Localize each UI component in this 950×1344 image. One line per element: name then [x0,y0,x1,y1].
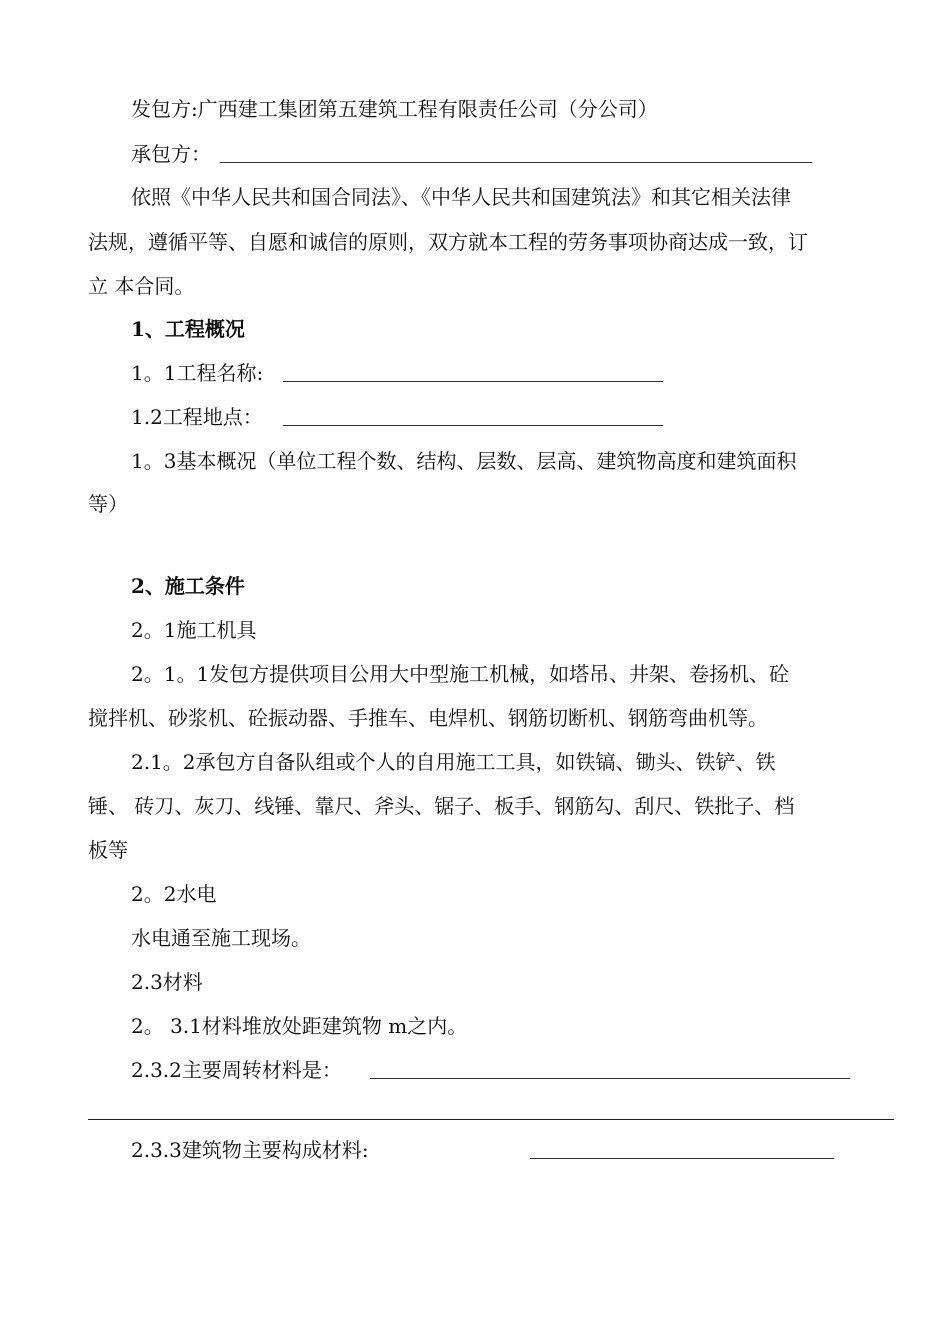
section2-heading: 2、施工条件 [131,574,245,598]
contractor-label: 承包方： [131,142,211,166]
employer-line [131,96,658,122]
materials-heading: 2.3材料 [131,970,203,994]
tools-item2-line-1: 2.1。2承包方自备队组或个人的自用施工工具，如铁镐、锄头、铁铲、铁 [131,750,776,774]
materials-item2-label: 2.3.2主要周转材料是： [131,1058,342,1082]
section1-heading: 1、工程概况 [131,317,245,341]
page-divider [88,1119,894,1120]
tools-item1-line-1: 2。1。1发包方提供项目公用大中型施工机械，如塔吊、井架、卷扬机、砼 [131,662,790,686]
employer-name: 广西建工集团第五建筑工程有限责任公司（分公司） [197,97,658,121]
project-location-blank [283,425,663,426]
preamble-line-3: 立 本合同。 [88,274,195,298]
employer-label: 发包方: [131,97,198,121]
project-name-label: 1。1工程名称: [131,361,264,385]
overview-line-2: 等） [88,492,128,516]
utilities-heading: 2。2水电 [131,882,217,906]
preamble-line-2: 法规，遵循平等、自愿和诚信的原则，双方就本工程的劳务事项协商达成一致，订 [88,230,808,254]
materials-item3-label: 2.3.3建筑物主要构成材料: [131,1138,369,1162]
project-location-label: 1.2工程地点： [131,405,263,429]
preamble-line-1: 依照《中华人民共和国合同法》、《中华人民共和国建筑法》和其它相关法律 [131,185,791,209]
tools-heading: 2。1施工机具 [131,618,257,642]
utilities-text: 水电通至施工现场。 [131,926,311,950]
tools-item2-line-2: 锤、 砖刀、灰刀、线锤、靠尺、斧头、锯子、板手、钢筋勾、刮尺、铁批子、档 [88,794,795,818]
materials-item3-blank [530,1158,834,1159]
project-name-blank [283,381,663,382]
contractor-blank [220,162,812,163]
materials-item1: 2。 3.1材料堆放处距建筑物 m之内。 [131,1014,468,1038]
overview-line-1: 1。3基本概况（单位工程个数、结构、层数、层高、建筑物高度和建筑面积 [131,449,797,473]
tools-item1-line-2: 搅拌机、砂浆机、砼振动器、手推车、电焊机、钢筋切断机、钢筋弯曲机等。 [88,706,768,730]
tools-item2-line-3: 板等 [88,838,128,862]
materials-item2-blank [370,1078,850,1079]
